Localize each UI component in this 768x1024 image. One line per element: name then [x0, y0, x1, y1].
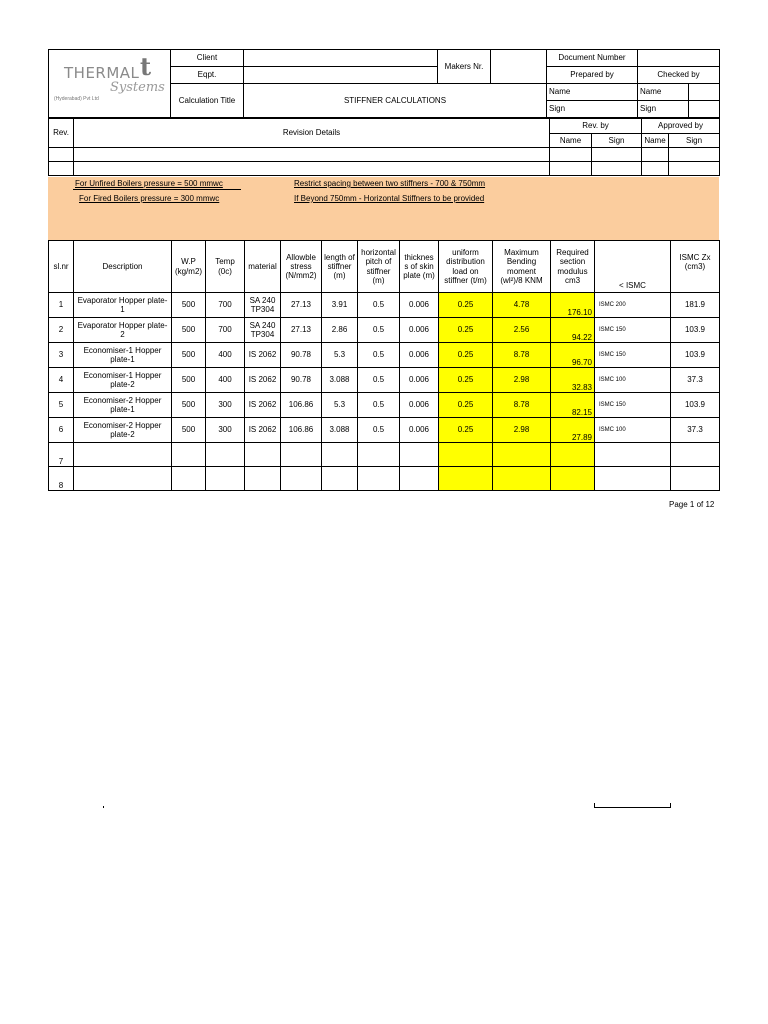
column-header-row: [49, 241, 720, 293]
row-description[interactable]: Economiser-2 Hopper plate-1: [74, 393, 172, 418]
rev-row-cell[interactable]: [669, 148, 720, 162]
notes-band: [48, 177, 719, 240]
doc-number-label: Document Number: [547, 50, 638, 67]
row-wp[interactable]: 500: [172, 393, 206, 418]
row-modulus[interactable]: 32.83: [551, 368, 595, 393]
row-slnr[interactable]: 2: [49, 318, 74, 343]
row-udl[interactable]: 0.25: [439, 368, 493, 393]
row-temp[interactable]: 300: [206, 393, 245, 418]
note-spacing: Restrict spacing between two stiffners - 700 & 750mm: [294, 179, 486, 188]
col-pitch: horizontal pitch of stiffner (m): [358, 241, 400, 293]
table-row: [49, 418, 720, 443]
rev-row-cell[interactable]: [550, 162, 592, 176]
row-thickness[interactable]: [400, 467, 439, 491]
appr-name-label: Name: [642, 134, 669, 148]
row-temp[interactable]: 700: [206, 318, 245, 343]
row-zx[interactable]: 103.9: [671, 393, 720, 418]
row-material[interactable]: [245, 467, 281, 491]
row-length[interactable]: 3.088: [322, 368, 358, 393]
col-material: material: [245, 241, 281, 293]
row-length[interactable]: 5.3: [322, 393, 358, 418]
row-zx[interactable]: [671, 467, 720, 491]
row-slnr[interactable]: 6: [49, 418, 74, 443]
row-length[interactable]: 3.088: [322, 418, 358, 443]
row-slnr[interactable]: 3: [49, 343, 74, 368]
eqpt-value[interactable]: [244, 67, 438, 84]
checked-by-label: Checked by: [638, 67, 720, 84]
row-pitch[interactable]: 0.5: [358, 393, 400, 418]
col-modulus: Required section modulus cm3: [551, 241, 595, 293]
row-description[interactable]: Evaporator Hopper plate-2: [74, 318, 172, 343]
approved-by-label: Approved by: [642, 119, 720, 134]
row-ismc[interactable]: ISMC 150: [595, 393, 671, 418]
row-temp[interactable]: 400: [206, 343, 245, 368]
eqpt-label: Eqpt.: [171, 67, 244, 84]
row-pitch[interactable]: 0.5: [358, 293, 400, 318]
row-modulus[interactable]: 96.70: [551, 343, 595, 368]
row-moment[interactable]: 2.98: [493, 368, 551, 393]
rev-by-label: Rev. by: [550, 119, 642, 134]
row-thickness[interactable]: 0.006: [400, 293, 439, 318]
row-zx[interactable]: 37.3: [671, 368, 720, 393]
row-moment[interactable]: 8.78: [493, 343, 551, 368]
prepared-by-label: Prepared by: [547, 67, 638, 84]
row-pitch[interactable]: 0.5: [358, 318, 400, 343]
table-row: [49, 443, 720, 467]
header-table: [48, 49, 720, 118]
row-udl[interactable]: 0.25: [439, 418, 493, 443]
row-slnr[interactable]: 4: [49, 368, 74, 393]
row-stress[interactable]: 90.78: [281, 343, 322, 368]
rev-name-label: Name: [550, 134, 592, 148]
row-temp[interactable]: 700: [206, 293, 245, 318]
row-moment[interactable]: 2.56: [493, 318, 551, 343]
row-ismc[interactable]: ISMC 200: [595, 293, 671, 318]
col-temp: Temp (0c): [206, 241, 245, 293]
row-modulus[interactable]: 27.89: [551, 418, 595, 443]
note-divider: [73, 189, 241, 190]
row-length[interactable]: [322, 443, 358, 467]
row-temp[interactable]: [206, 467, 245, 491]
rev-row-cell[interactable]: [642, 162, 669, 176]
revision-table: [48, 118, 720, 176]
row-stress[interactable]: 106.86: [281, 393, 322, 418]
row-pitch[interactable]: [358, 467, 400, 491]
rev-row-cell[interactable]: [74, 162, 550, 176]
col-udl: uniform distribution load on stiffner (t/m): [439, 241, 493, 293]
row-udl[interactable]: 0.25: [439, 293, 493, 318]
table-row: [49, 293, 720, 318]
row-thickness[interactable]: 0.006: [400, 368, 439, 393]
logo-t-mark: t: [140, 52, 152, 81]
col-slnr: sl.nr: [49, 241, 74, 293]
row-zx[interactable]: 103.9: [671, 343, 720, 368]
row-wp[interactable]: 500: [172, 418, 206, 443]
logo-text: THERMAL: [64, 64, 140, 82]
logo-sub: Systems: [110, 80, 165, 95]
rev-row-cell[interactable]: [74, 148, 550, 162]
row-temp[interactable]: 300: [206, 418, 245, 443]
checked-sign-label: Sign: [638, 101, 689, 118]
row-material[interactable]: IS 2062: [245, 418, 281, 443]
row-temp[interactable]: [206, 443, 245, 467]
rev-row-cell[interactable]: [592, 162, 642, 176]
client-label: Client: [171, 50, 244, 67]
row-thickness[interactable]: [400, 443, 439, 467]
row-material[interactable]: SA 240 TP304: [245, 318, 281, 343]
stray-bracket: [594, 803, 671, 808]
calc-title-label: Calculation Title: [171, 84, 244, 118]
rev-row-cell[interactable]: [592, 148, 642, 162]
row-wp[interactable]: [172, 467, 206, 491]
col-length: length of stiffner (m): [322, 241, 358, 293]
row-description[interactable]: [74, 467, 172, 491]
col-thickness: thicknes s of skin plate (m): [400, 241, 439, 293]
doc-number-value[interactable]: [638, 50, 720, 67]
row-ismc[interactable]: [595, 467, 671, 491]
row-ismc[interactable]: ISMC 100: [595, 418, 671, 443]
row-stress[interactable]: 27.13: [281, 293, 322, 318]
table-row: [49, 368, 720, 393]
prepared-name-label: Name: [547, 84, 638, 101]
row-zx[interactable]: 103.9: [671, 318, 720, 343]
col-stress: Allowble stress (N/mm2): [281, 241, 322, 293]
row-pitch[interactable]: 0.5: [358, 343, 400, 368]
row-zx[interactable]: 37.3: [671, 418, 720, 443]
rev-row-cell[interactable]: [550, 148, 592, 162]
makers-value[interactable]: [491, 50, 547, 84]
rev-row-cell[interactable]: [49, 148, 74, 162]
note-fired: For Fired Boilers pressure = 300 mmwc: [79, 194, 220, 203]
row-temp[interactable]: 400: [206, 368, 245, 393]
row-description[interactable]: Economiser-1 Hopper plate-1: [74, 343, 172, 368]
row-slnr[interactable]: 8: [49, 467, 74, 491]
row-moment[interactable]: [493, 443, 551, 467]
rev-sign-label: Sign: [592, 134, 642, 148]
col-moment: Maximum Bending moment (wl²)/8 KNM: [493, 241, 551, 293]
table-row: [49, 343, 720, 368]
row-stress[interactable]: [281, 467, 322, 491]
row-thickness[interactable]: 0.006: [400, 343, 439, 368]
row-material[interactable]: IS 2062: [245, 368, 281, 393]
checked-sign-value[interactable]: [689, 101, 720, 118]
row-material[interactable]: [245, 443, 281, 467]
row-modulus[interactable]: [551, 443, 595, 467]
col-description: Description: [74, 241, 172, 293]
checked-name-value[interactable]: [689, 84, 720, 101]
rev-row-cell[interactable]: [642, 148, 669, 162]
row-description[interactable]: Evaporator Hopper plate-1: [74, 293, 172, 318]
row-wp[interactable]: 500: [172, 293, 206, 318]
calc-table: [48, 240, 720, 491]
row-slnr[interactable]: 1: [49, 293, 74, 318]
client-value[interactable]: [244, 50, 438, 67]
row-length[interactable]: 3.91: [322, 293, 358, 318]
col-zx: ISMC Zx (cm3): [671, 241, 720, 293]
row-ismc[interactable]: ISMC 150: [595, 343, 671, 368]
row-udl[interactable]: [439, 467, 493, 491]
row-stress[interactable]: 90.78: [281, 368, 322, 393]
row-moment[interactable]: 8.78: [493, 393, 551, 418]
row-modulus[interactable]: [551, 467, 595, 491]
row-modulus[interactable]: 176.10: [551, 293, 595, 318]
row-udl[interactable]: 0.25: [439, 393, 493, 418]
row-slnr[interactable]: 5: [49, 393, 74, 418]
row-slnr[interactable]: 7: [49, 443, 74, 467]
row-stress[interactable]: 106.86: [281, 418, 322, 443]
makers-label: Makers Nr.: [438, 50, 491, 84]
col-ismc: < ISMC: [595, 241, 671, 293]
revision-details-label: Revision Details: [74, 119, 550, 148]
rev-label: Rev.: [49, 119, 74, 148]
row-description[interactable]: Economiser-1 Hopper plate-2: [74, 368, 172, 393]
row-wp[interactable]: [172, 443, 206, 467]
row-pitch[interactable]: [358, 443, 400, 467]
prepared-sign-label: Sign: [547, 101, 638, 118]
row-udl[interactable]: 0.25: [439, 318, 493, 343]
row-modulus[interactable]: 82.15: [551, 393, 595, 418]
rev-row-cell[interactable]: [669, 162, 720, 176]
row-thickness[interactable]: 0.006: [400, 393, 439, 418]
row-length[interactable]: [322, 467, 358, 491]
row-description[interactable]: [74, 443, 172, 467]
checked-name-label: Name: [638, 84, 689, 101]
row-length[interactable]: 2.86: [322, 318, 358, 343]
row-moment[interactable]: 4.78: [493, 293, 551, 318]
row-udl[interactable]: [439, 443, 493, 467]
row-ismc[interactable]: [595, 443, 671, 467]
logo-small: (Hyderabad) Pvt Ltd: [54, 96, 99, 102]
row-zx[interactable]: 181.9: [671, 293, 720, 318]
row-stress[interactable]: [281, 443, 322, 467]
table-row: [49, 467, 720, 491]
row-material[interactable]: IS 2062: [245, 343, 281, 368]
row-moment[interactable]: 2.98: [493, 418, 551, 443]
col-wp: W.P (kg/m2): [172, 241, 206, 293]
calc-title: STIFFNER CALCULATIONS: [244, 84, 547, 118]
table-row: [49, 318, 720, 343]
rev-row-cell[interactable]: [49, 162, 74, 176]
row-ismc[interactable]: ISMC 150: [595, 318, 671, 343]
row-stress[interactable]: 27.13: [281, 318, 322, 343]
page-number: Page 1 of 12: [669, 500, 715, 509]
row-description[interactable]: Economiser-2 Hopper plate-2: [74, 418, 172, 443]
row-length[interactable]: 5.3: [322, 343, 358, 368]
note-horizontal: If Beyond 750mm - Horizontal Stiffners to be provided: [294, 194, 485, 203]
row-material[interactable]: SA 240 TP304: [245, 293, 281, 318]
row-material[interactable]: IS 2062: [245, 393, 281, 418]
row-pitch[interactable]: 0.5: [358, 418, 400, 443]
row-wp[interactable]: 500: [172, 343, 206, 368]
row-wp[interactable]: 500: [172, 318, 206, 343]
row-thickness[interactable]: 0.006: [400, 418, 439, 443]
row-wp[interactable]: 500: [172, 368, 206, 393]
row-udl[interactable]: 0.25: [439, 343, 493, 368]
appr-sign-label: Sign: [669, 134, 720, 148]
row-thickness[interactable]: 0.006: [400, 318, 439, 343]
row-ismc[interactable]: ISMC 100: [595, 368, 671, 393]
table-row: [49, 393, 720, 418]
note-unfired: For Unfired Boilers pressure = 500 mmwc: [75, 179, 223, 188]
row-pitch[interactable]: 0.5: [358, 368, 400, 393]
logo-cell: [49, 50, 171, 118]
row-zx[interactable]: [671, 443, 720, 467]
row-modulus[interactable]: 94.22: [551, 318, 595, 343]
row-moment[interactable]: [493, 467, 551, 491]
stray-mark: [103, 806, 104, 808]
